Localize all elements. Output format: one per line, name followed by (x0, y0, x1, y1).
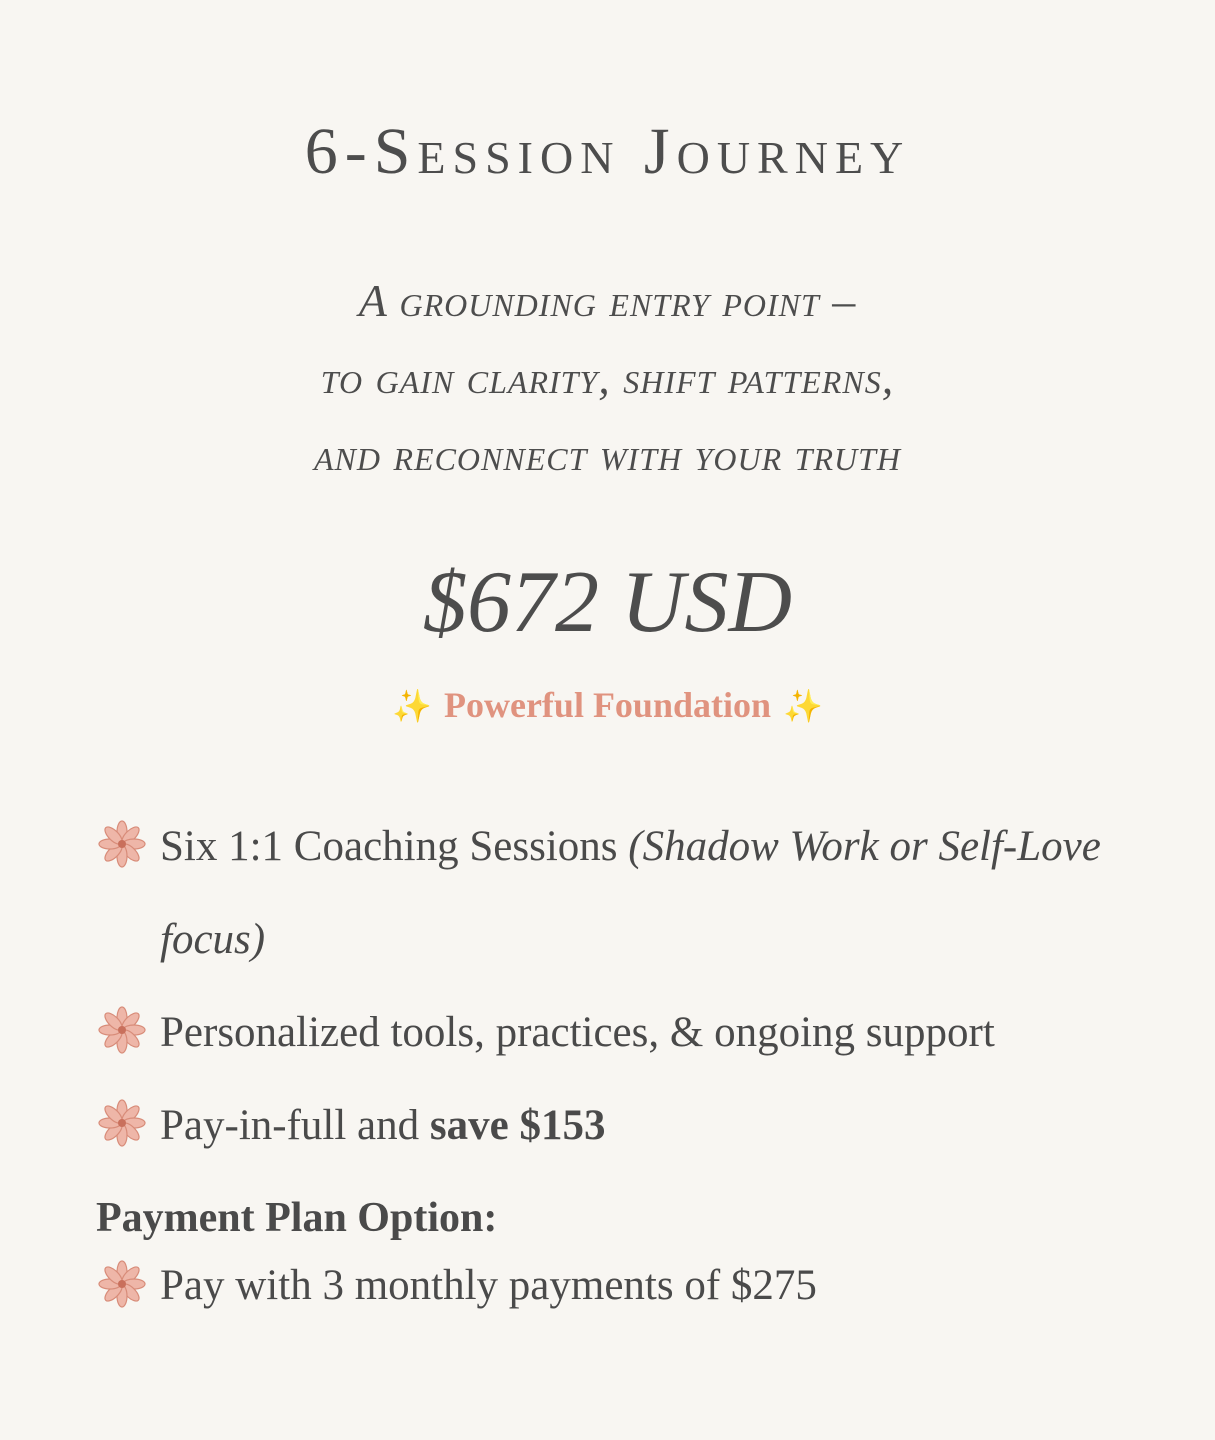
tagline-text: Powerful Foundation (443, 685, 772, 725)
feature-text: Six 1:1 Coaching Sessions (160, 823, 629, 870)
subtitle-line-2: to gain clarity, shift patterns, (320, 352, 895, 403)
flower-icon (98, 1260, 146, 1308)
tagline (0, 680, 1215, 731)
subtitle-line-3: and reconnect with your truth (313, 429, 902, 480)
list-item (96, 1079, 1116, 1172)
savings-highlight: save $153 (429, 1102, 606, 1149)
feature-text: Pay-in-full and (160, 1102, 430, 1149)
list-item (96, 800, 1116, 986)
flower-icon (98, 820, 146, 868)
price: $672 USD (422, 554, 793, 651)
list-item (96, 986, 1116, 1079)
page-title: 6-Session Journey (304, 115, 911, 188)
feature-list (96, 800, 1116, 1172)
subtitle (0, 262, 1215, 493)
payment-plan-heading: Payment Plan Option: (96, 1195, 498, 1241)
sparkle-icon: ✨ (392, 688, 432, 724)
payment-plan-text: Pay with 3 monthly payments of $275 (160, 1262, 817, 1309)
list-item (96, 1248, 1116, 1324)
feature-italic-note: (Shadow Work or Self-Love focus) (160, 823, 1101, 963)
flower-icon (98, 1006, 146, 1054)
subtitle-line-1: A grounding entry point – (358, 275, 857, 326)
payment-plan-list (96, 1248, 1116, 1324)
flower-icon (98, 1099, 146, 1147)
feature-text: Personalized tools, practices, & ongoing support (160, 1009, 995, 1056)
sparkle-icon: ✨ (783, 688, 823, 724)
